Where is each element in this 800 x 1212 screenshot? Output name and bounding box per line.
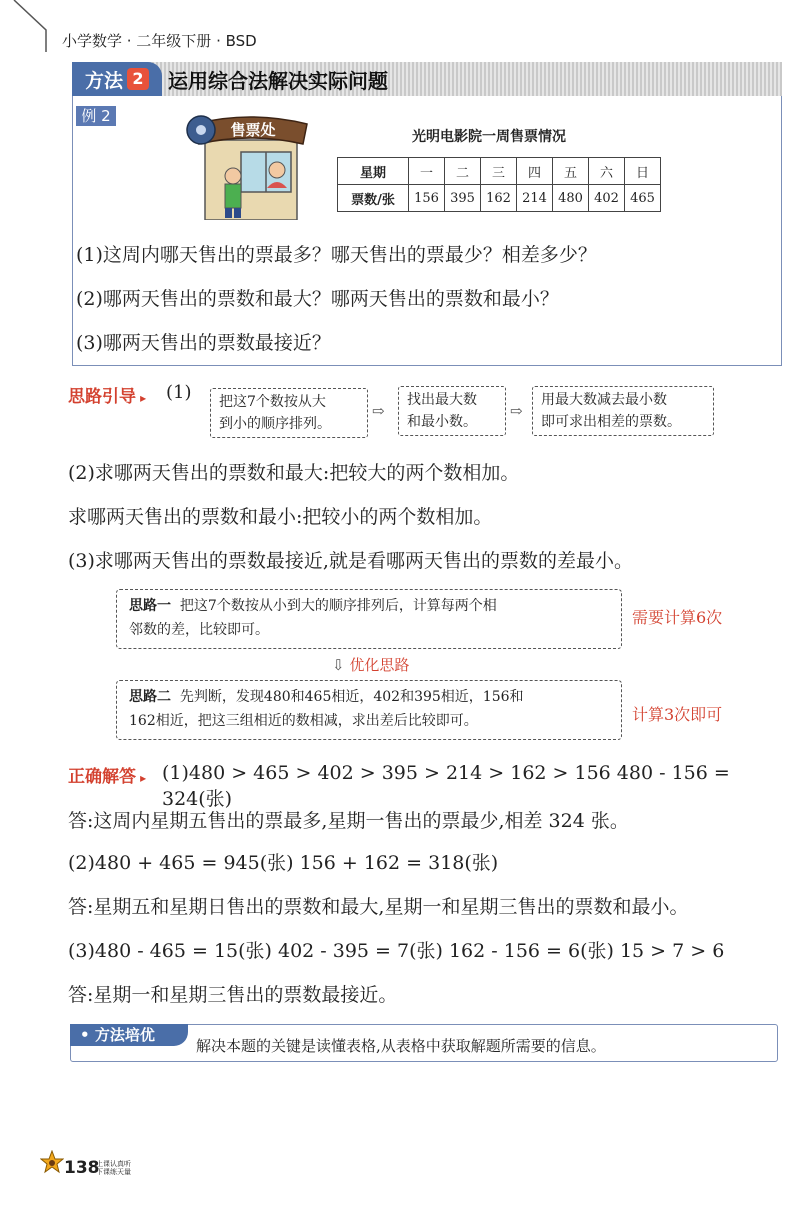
optimize-label: [332, 654, 409, 675]
answer-line-3: (2)480 + 465 = 945(张) 156 + 162 = 318(张): [68, 852, 499, 874]
hint-step-line: 用最大数减去最小数: [541, 392, 667, 408]
table-row: [338, 185, 661, 212]
idea-box-1: [116, 589, 622, 649]
hint-step-box-1: [210, 388, 368, 438]
table-cell: 395: [445, 185, 481, 212]
method-title: 运用综合法解决实际问题: [168, 69, 388, 93]
ticket-table: [337, 157, 661, 212]
arrow-right-icon: ⇨: [510, 402, 523, 420]
idea-text: 162相近，把这三组相近的数相减，求出差后比较即可。: [129, 713, 478, 729]
example-tag: 例 2: [76, 106, 116, 126]
arrow-down-icon: ⇩: [332, 656, 345, 674]
question-3: (3)哪两天售出的票数最接近？: [76, 332, 331, 354]
footer-slogan-2: 下课练天量: [96, 1168, 131, 1176]
table-cell: 四: [517, 158, 553, 185]
optimize-text: 优化思路: [349, 656, 410, 674]
idea-2-note: 计算3次即可: [632, 705, 723, 724]
hint-line-1: (2)求哪两天售出的票数和最大:把较大的两个数相加。: [68, 462, 520, 484]
question-2: (2)哪两天售出的票数和最大？哪两天售出的票数和最小？: [76, 288, 559, 310]
hint-step-box-3: [532, 386, 714, 436]
method-tag: [72, 62, 162, 96]
answer-line-6: 答:星期一和星期三售出的票数最接近。: [68, 984, 398, 1006]
hint-step-line: 和最小数。: [407, 414, 477, 430]
table-cell: 480: [553, 185, 589, 212]
hint-line-2: 求哪两天售出的票数和最小:把较小的两个数相加。: [68, 506, 493, 528]
hint-line-3: (3)求哪两天售出的票数最接近,就是看哪两天售出的票数的差最小。: [68, 550, 633, 572]
question-1: (1)这周内哪天售出的票最多？哪天售出的票最少？相差多少？: [76, 244, 597, 266]
tip-label: 方法培优: [94, 1026, 155, 1044]
bullet-icon: •: [80, 1026, 95, 1044]
hint-label: 思路引导 ▸: [68, 387, 147, 407]
hint-step-line: 找出最大数: [407, 392, 477, 408]
table-cell: 465: [625, 185, 661, 212]
hint-step-line: 即可求出相差的票数。: [541, 414, 681, 430]
table-cell: 156: [409, 185, 445, 212]
page-number: 138: [64, 1158, 100, 1178]
answer-line-2: 答:这周内星期五售出的票最多,星期一售出的票最少,相差 324 张。: [68, 810, 629, 832]
idea-box-2: [116, 680, 622, 740]
hint-step-line: 到小的顺序排列。: [219, 416, 331, 432]
tip-text: 解决本题的关键是读懂表格,从表格中获取解题所需要的信息。: [196, 1037, 606, 1055]
method-number: 2: [127, 68, 149, 90]
hint-label-text: 思路引导: [68, 387, 136, 407]
sign-text: 售票处: [230, 121, 276, 139]
answer-label-text: 正确解答: [68, 767, 136, 787]
mascot-icon: [40, 1150, 64, 1176]
corner-decoration: [0, 0, 52, 52]
table-cell: 六: [589, 158, 625, 185]
idea-text: 把这7个数按从小到大的顺序排列后，计算每两个相: [179, 598, 497, 614]
table-header-cell: 星期: [338, 158, 409, 185]
idea-text: 邻数的差，比较即可。: [129, 622, 269, 638]
table-cell: 二: [445, 158, 481, 185]
answer-label: 正确解答 ▸: [68, 767, 147, 787]
idea-text: 先判断，发现480和465相近，402和395相近，156和: [179, 689, 524, 705]
table-cell: 162: [481, 185, 517, 212]
arrow-right-icon: ⇨: [372, 402, 385, 420]
page-header: 小学数学 · 二年级下册 · BSD: [62, 32, 257, 50]
answer-line-1: (1)480 > 465 > 402 > 395 > 214 > 162 > 156 480 - 156 = 324(张): [162, 762, 730, 810]
tip-tag: [70, 1024, 188, 1046]
idea-name: 思路二: [129, 689, 171, 705]
answer-line-4: 答:星期五和星期日售出的票数和最大,星期一和星期三售出的票数和最小。: [68, 896, 689, 918]
table-cell: 三: [481, 158, 517, 185]
hint-step-number: (1): [166, 382, 192, 403]
hint-step-box-2: [398, 386, 506, 436]
table-cell: 五: [553, 158, 589, 185]
table-cell: 214: [517, 185, 553, 212]
table-cell: 一: [409, 158, 445, 185]
table-header-cell: 票数/张: [338, 185, 409, 212]
table-cell: 402: [589, 185, 625, 212]
ticket-office-illustration: [185, 108, 315, 220]
table-cell: 日: [625, 158, 661, 185]
table-row: [338, 158, 661, 185]
method-label: 方法: [84, 69, 123, 92]
idea-1-note: 需要计算6次: [632, 608, 723, 627]
hint-step-line: 把这7个数按从大: [219, 394, 326, 410]
footer-slogan-1: 上课认真听: [96, 1160, 131, 1168]
idea-name: 思路一: [129, 598, 171, 614]
answer-line-5: (3)480 - 465 = 15(张) 402 - 395 = 7(张) 162 - 156 = 6(张) 15 > 7 > 6: [68, 940, 725, 962]
table-title: 光明电影院一周售票情况: [412, 129, 566, 145]
